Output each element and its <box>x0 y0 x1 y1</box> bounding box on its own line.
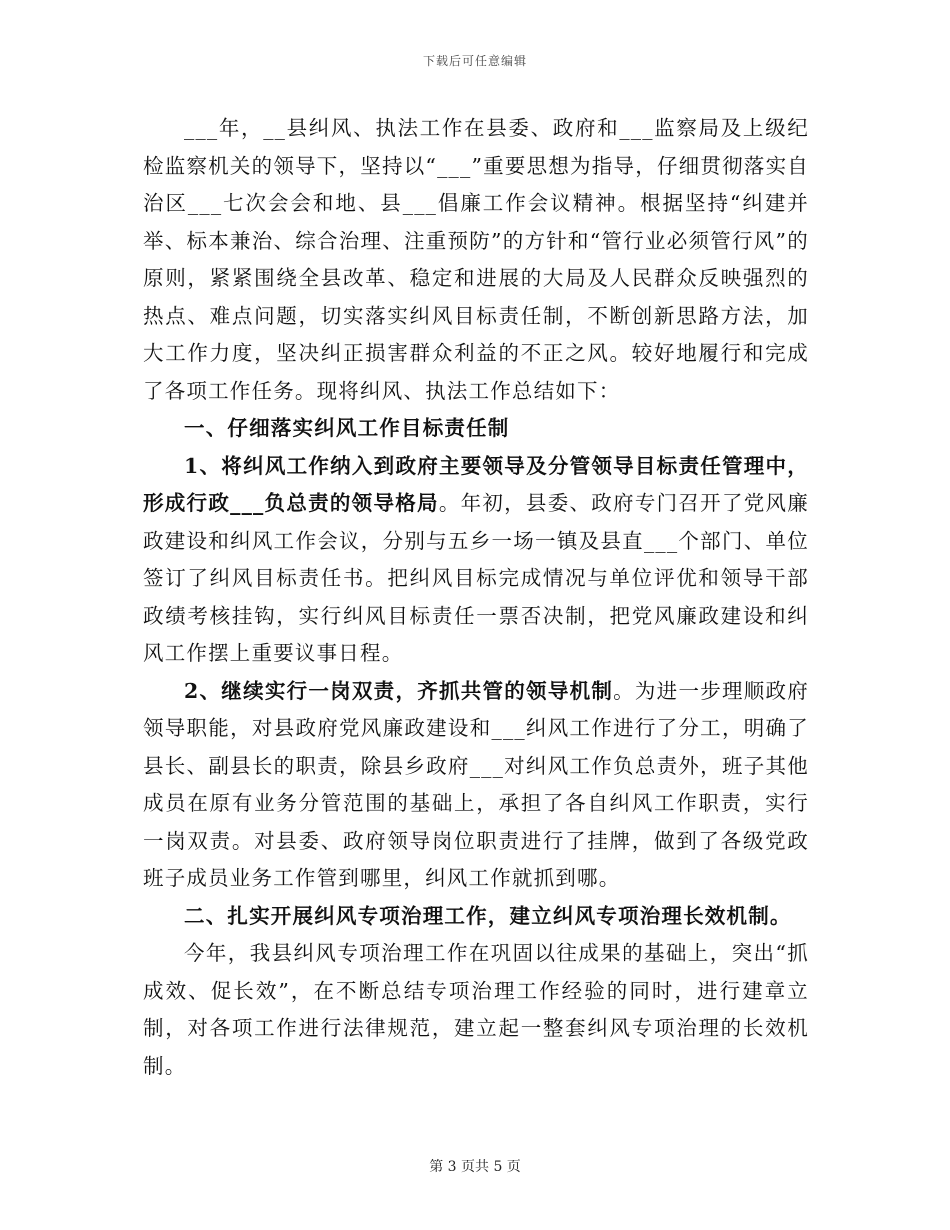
section-heading-2: 二、扎实开展纠风专项治理工作，建立纠风专项治理长效机制。 <box>184 903 792 928</box>
item-1-body: 。年初，县委、政府专门召开了党风廉政建设和纠风工作会议，分别与五乡一场一镇及县直___个部门、单位签订了纠风目标责任书。把纠风目标完成情况与单位评优和领导干部政绩考核挂钩，实行纠风目标责任一票否决制，把党风廉政建设和纠风工作摆上重要议事日程。 <box>143 491 810 665</box>
item-2-body: 。为进一步理顺政府领导职能，对县政府党风廉政建设和___纠风工作进行了分工，明确了县长、副县长的职责，除县乡政府___对纠风工作负总责外，班子其他成员在原有业务分管范围的基础上，承担了各自纠风工作职责，实行一岗双责。对县委、政府领导岗位职责进行了挂牌，做到了各级党政班子成员业务工作管到哪里，纠风工作就抓到哪。 <box>143 678 809 890</box>
intro-paragraph: ___年，__县纠风、执法工作在县委、政府和___监察局及上级纪检监察机关的领导下，坚持以“___”重要思想为指导，仔细贯彻落实自治区___七次会会和地、县___倡廉工作会议精神。根据坚持“纠建并举、标本兼治、综合治理、注重预防”的方针和“管行业必须管行风”的原则，紧紧围绕全县改革、稳定和进展的大局及人民群众反映强烈的热点、难点问题，切实落实纠风目标责任制，不断创新思路方法，加大工作力度，坚决纠正损害群众利益的不正之风。较好地履行和完成了各项工作任务。现将纠风、执法工作总结如下： <box>143 116 809 403</box>
header-note: 下载后可任意编辑 <box>422 54 527 68</box>
document-body <box>143 110 809 1085</box>
item-1-lead: 1、将纠风工作纳入到政府主要领导及分管领导目标责任管理中，形成行政___负总责的领导格局 <box>143 453 809 515</box>
item-2-lead: 2、继续实行一岗双责，齐抓共管的领导机制 <box>184 678 614 703</box>
paragraph-item-2 <box>143 673 809 898</box>
page-number: 第 3 页共 5 页 <box>429 1159 521 1175</box>
closing-paragraph: 今年，我县纠风专项治理工作在巩固以往成果的基础上，突出“抓成效、促长效”，在不断总结专项治理工作经验的同时，进行建章立制，对各项工作进行法律规范，建立起一整套纠风专项治理的长效机制。 <box>143 941 809 1078</box>
section-heading-1: 一、仔细落实纠风工作目标责任制 <box>184 416 510 440</box>
paragraph-item-1 <box>143 448 809 673</box>
